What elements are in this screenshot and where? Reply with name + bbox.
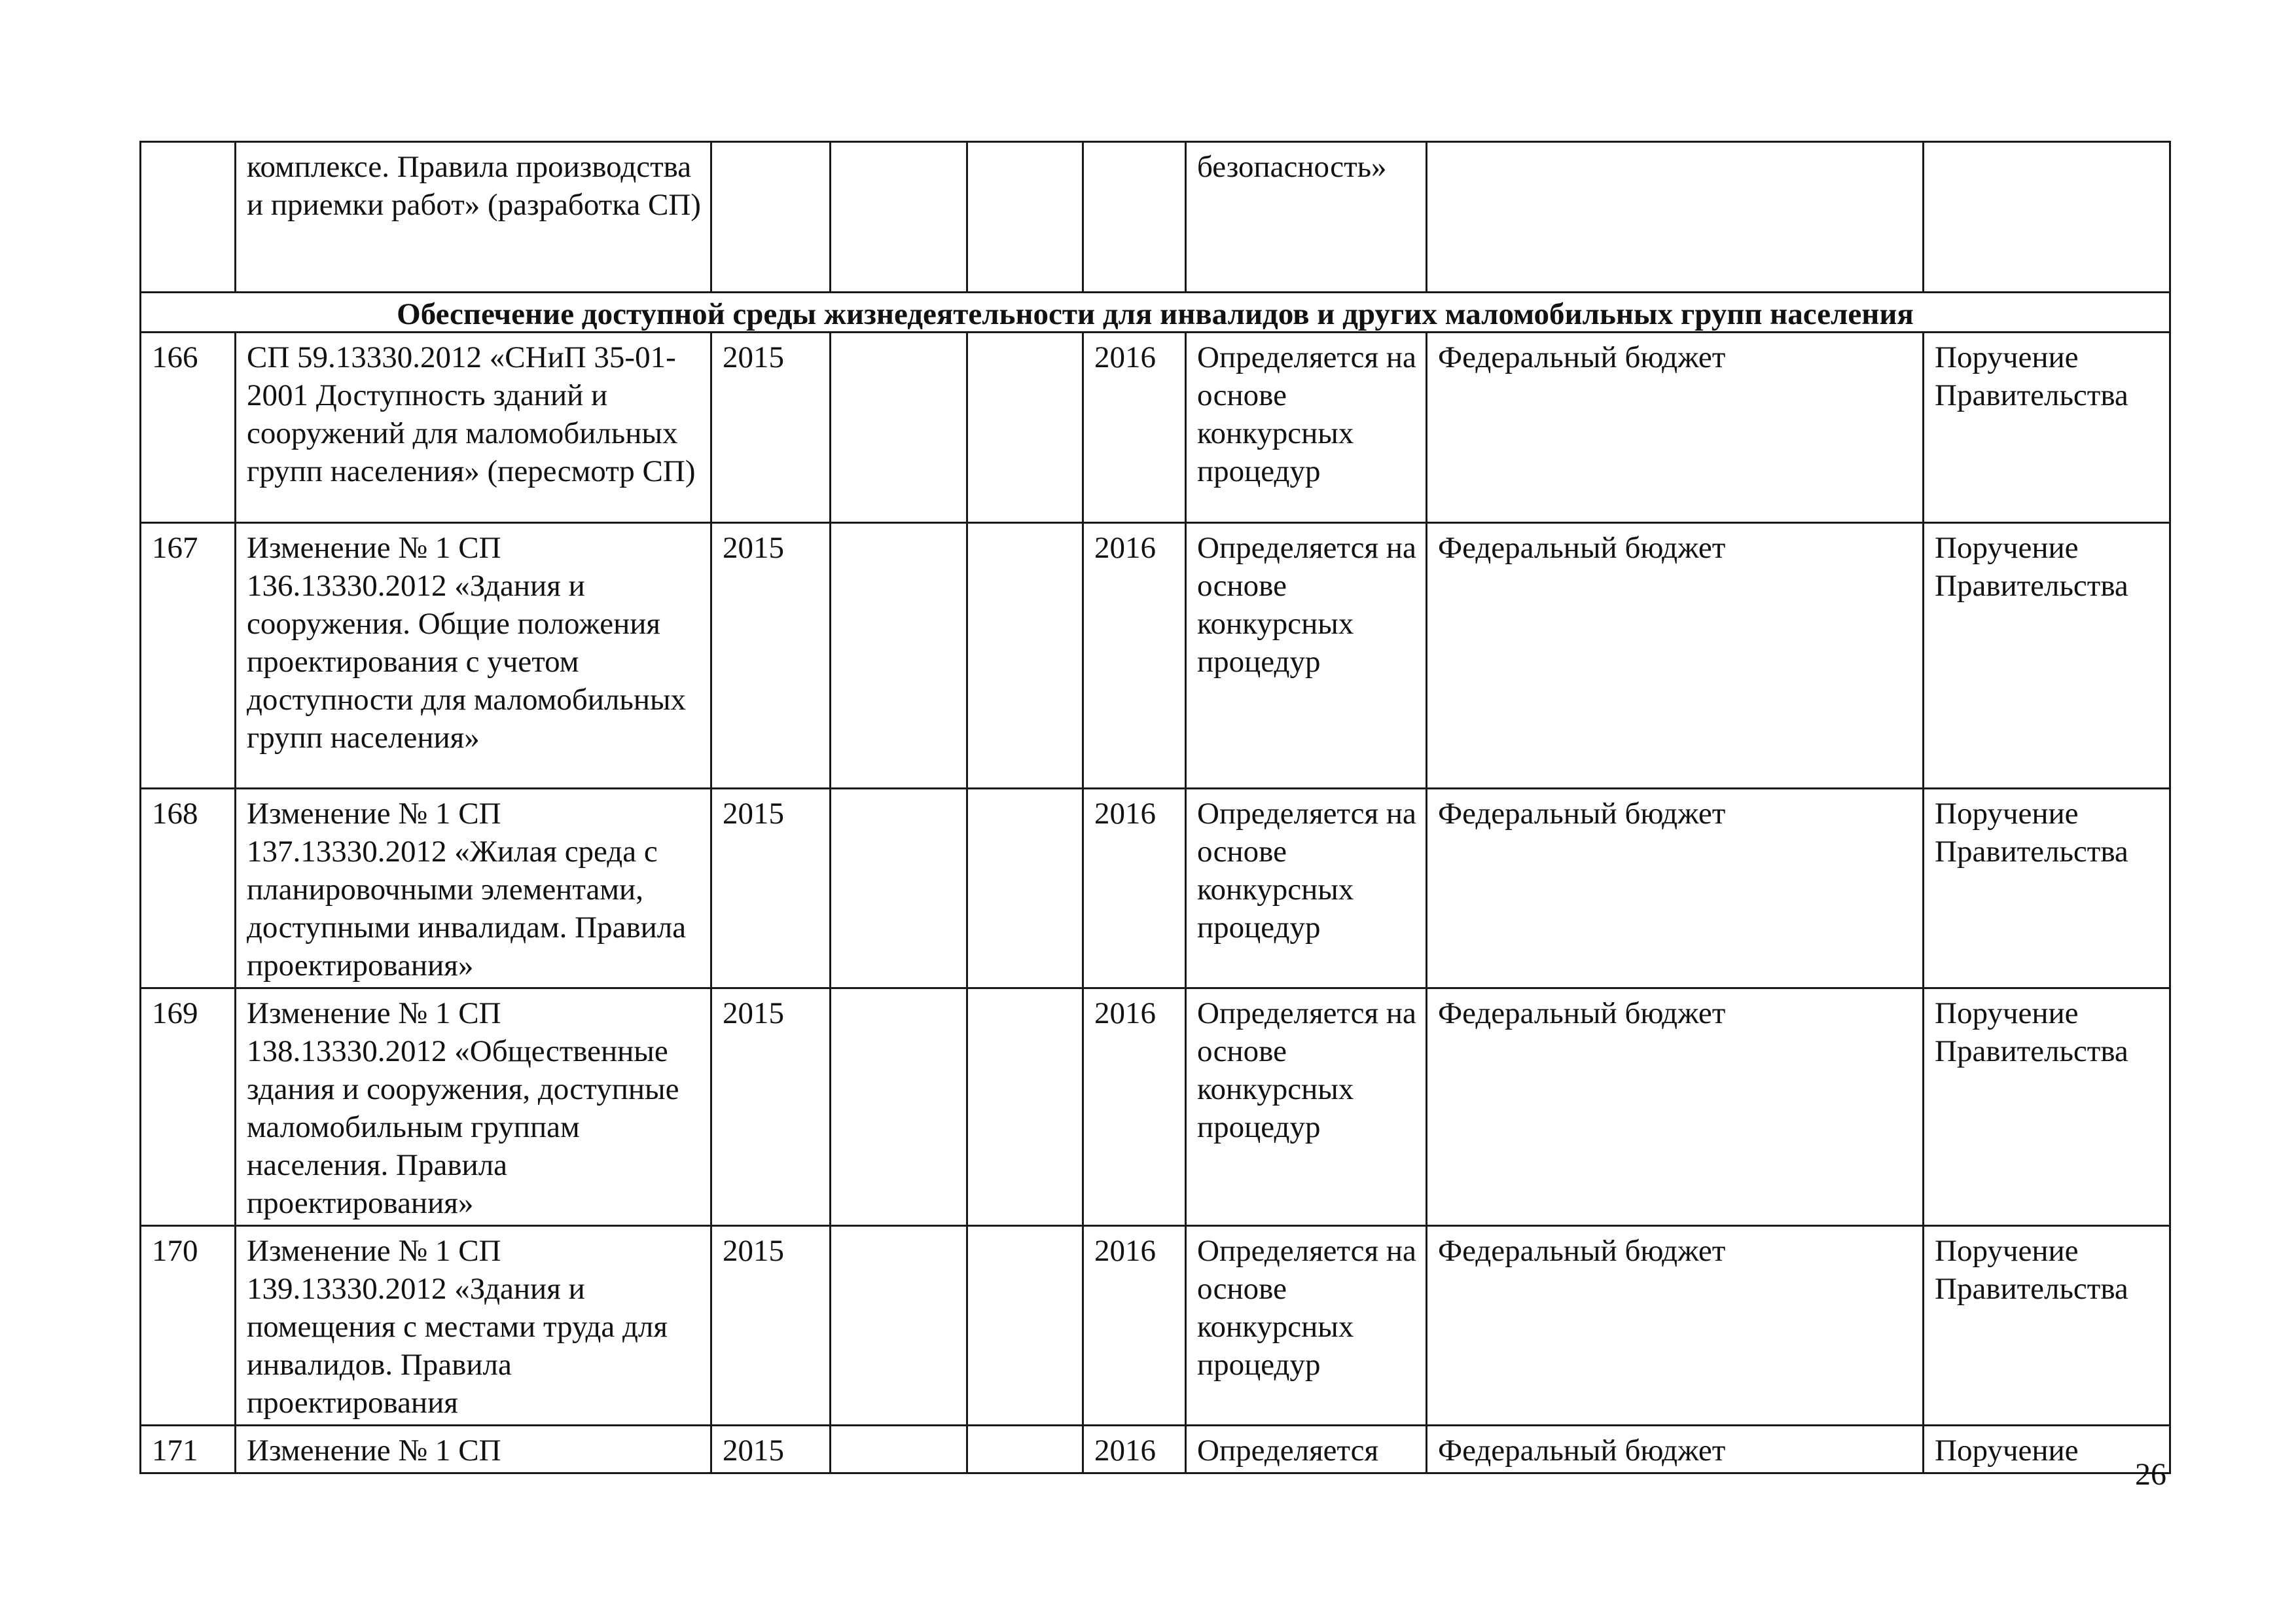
cell-executor: Определяется на основе конкурсных процедур (1186, 523, 1427, 789)
section-header-row (141, 293, 2170, 333)
cell-num: 170 (141, 1226, 236, 1426)
cell-name: комплексе. Правила производства и приемки работ» (разработка СП) (236, 142, 711, 293)
cell-executor: Определяется на основе конкурсных процедур (1186, 1226, 1427, 1426)
cell-num (141, 142, 236, 293)
page-number: 26 (2135, 1457, 2166, 1492)
cell-name: Изменение № 1 СП 136.13330.2012 «Здания и сооружения. Общие положения проектирования с учетом доступности для маломобильных групп населения» (236, 523, 711, 789)
cell-name: Изменение № 1 СП 139.13330.2012 «Здания и помещения с местами труда для инвалидов. Правила проектирования (236, 1226, 711, 1426)
cell-basis: Поручение (1924, 1426, 2170, 1473)
cell-name: СП 59.13330.2012 «СНиП 35-01-2001 Доступность зданий и сооружений для маломобильных групп населения» (пересмотр СП) (236, 333, 711, 523)
cell-empty-1 (831, 142, 967, 293)
table-row (141, 1426, 2170, 1473)
cell-empty-1 (831, 523, 967, 789)
cell-num: 171 (141, 1426, 236, 1473)
cell-empty-2 (967, 789, 1083, 988)
cell-responsible: безопасность» (1186, 142, 1427, 293)
cell-executor: Определяется на основе конкурсных процедур (1186, 789, 1427, 988)
cell-funding (1427, 142, 1924, 293)
cell-end: 2016 (1083, 988, 1186, 1226)
cell-basis: Поручение Правительства (1924, 988, 2170, 1226)
cell-basis (1924, 142, 2170, 293)
cell-start: 2015 (711, 333, 831, 523)
cell-empty-1 (831, 333, 967, 523)
cell-empty-1 (831, 1226, 967, 1426)
table-row (141, 1226, 2170, 1426)
cell-funding: Федеральный бюджет (1427, 333, 1924, 523)
cell-empty-2 (967, 523, 1083, 789)
cell-empty-1 (831, 1426, 967, 1473)
cell-end: 2016 (1083, 1426, 1186, 1473)
cell-num: 169 (141, 988, 236, 1226)
table-row (141, 789, 2170, 988)
cell-num: 168 (141, 789, 236, 988)
cell-empty-2 (967, 1426, 1083, 1473)
cell-name: Изменение № 1 СП (236, 1426, 711, 1473)
cell-empty-1 (831, 988, 967, 1226)
cell-name: Изменение № 1 СП 138.13330.2012 «Общественные здания и сооружения, доступные маломобильным группам населения. Правила проектирования» (236, 988, 711, 1226)
table-row (141, 333, 2170, 523)
cell-num: 166 (141, 333, 236, 523)
section-title: Обеспечение доступной среды жизнедеятельности для инвалидов и других маломобильных групп населения (141, 293, 2170, 333)
cell-start: 2015 (711, 988, 831, 1226)
cell-empty-2 (967, 988, 1083, 1226)
table-row (141, 523, 2170, 789)
cell-num: 167 (141, 523, 236, 789)
cell-end: 2016 (1083, 523, 1186, 789)
cell-empty-2 (967, 1226, 1083, 1426)
table-row-continued (141, 142, 2170, 293)
cell-executor: Определяется (1186, 1426, 1427, 1473)
cell-start: 2015 (711, 1226, 831, 1426)
cell-name: Изменение № 1 СП 137.13330.2012 «Жилая среда с планировочными элементами, доступными инвалидам. Правила проектирования» (236, 789, 711, 988)
cell-basis: Поручение Правительства (1924, 523, 2170, 789)
cell-empty-1 (831, 789, 967, 988)
cell-basis: Поручение Правительства (1924, 333, 2170, 523)
cell-basis: Поручение Правительства (1924, 1226, 2170, 1426)
cell-funding: Федеральный бюджет (1427, 789, 1924, 988)
cell-start: 2015 (711, 1426, 831, 1473)
cell-start: 2015 (711, 523, 831, 789)
cell-start (711, 142, 831, 293)
cell-funding: Федеральный бюджет (1427, 523, 1924, 789)
cell-basis: Поручение Правительства (1924, 789, 2170, 988)
standards-plan-table (139, 141, 2171, 1474)
cell-end: 2016 (1083, 333, 1186, 523)
cell-end: 2016 (1083, 789, 1186, 988)
cell-end: 2016 (1083, 1226, 1186, 1426)
cell-funding: Федеральный бюджет (1427, 1426, 1924, 1473)
cell-start: 2015 (711, 789, 831, 988)
cell-empty-2 (967, 142, 1083, 293)
cell-funding: Федеральный бюджет (1427, 1226, 1924, 1426)
cell-empty-2 (967, 333, 1083, 523)
cell-end (1083, 142, 1186, 293)
cell-funding: Федеральный бюджет (1427, 988, 1924, 1226)
cell-executor: Определяется на основе конкурсных процедур (1186, 988, 1427, 1226)
table-row (141, 988, 2170, 1226)
cell-executor: Определяется на основе конкурсных процедур (1186, 333, 1427, 523)
